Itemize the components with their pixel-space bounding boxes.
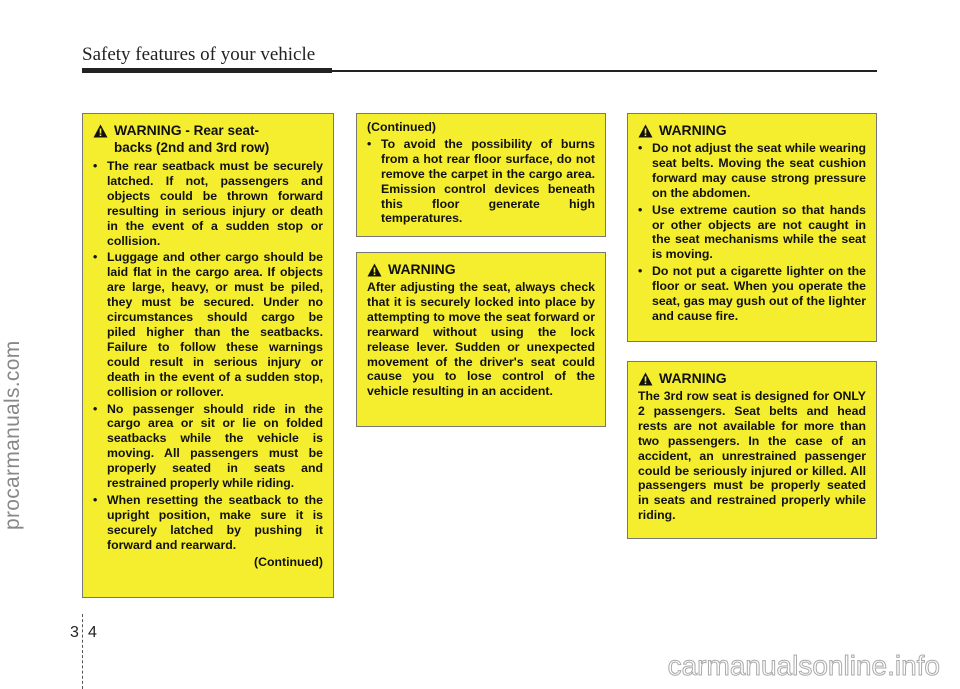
page-header-title: Safety features of your vehicle xyxy=(82,44,316,65)
warning-label: WARNING xyxy=(114,122,182,138)
warning-title xyxy=(93,122,323,156)
warning-box-rear-seatbacks xyxy=(82,113,334,598)
warning-text: After adjusting the seat, always check that it is securely locked into place by attempting to move the seat forward or rearward without using the lock release lever. Sudden or unexpected movement of the driver's seat could cause you to lose control of the vehicle resulting in an accident. xyxy=(367,280,595,399)
chapter-number: 3 xyxy=(70,624,79,641)
list-item: • To avoid the possibility of burns from a hot rear floor surface, do not remove the carpet in the cargo area. Emission control devices beneath this floor generate high temperatures. xyxy=(367,137,595,226)
header-rule-thin xyxy=(332,70,877,72)
warning-subtitle-line2: backs (2nd and 3rd row) xyxy=(114,140,270,155)
warning-box-seat-adjust xyxy=(627,113,877,342)
warning-title xyxy=(367,261,595,277)
warning-label: WARNING xyxy=(388,261,456,277)
warning-triangle-icon xyxy=(367,263,382,277)
continued-label: (Continued) xyxy=(367,120,436,134)
warning-text: The 3rd row seat is designed for ONLY 2 passengers. Seat belts and head rests are not available for more than two passengers. In the case of an accident, an unrestrained passenger could be seriously injured or killed. All passengers must be properly seated in seats and restrained properly while riding. xyxy=(638,389,866,523)
warning-box-third-row xyxy=(627,361,877,539)
warning-box-seat-lock xyxy=(356,252,606,427)
list-item: • When resetting the seatback to the upright position, make sure it is securely latched by pushing it forward and rearward. xyxy=(93,493,323,553)
warning-triangle-icon xyxy=(638,124,653,138)
continued-label: (Continued) xyxy=(254,554,323,569)
page-number: 4 xyxy=(88,624,97,641)
warning-label: WARNING xyxy=(659,370,727,386)
list-item: • Luggage and other cargo should be laid flat in the cargo area. If objects are large, heavy, or must be piled, they must be secured. Under no circumstances should cargo be piled higher than the seatbacks. Failure to follow these warnings could result in serious injury or death in the event of a sudden stop, collision or rollover. xyxy=(93,250,323,399)
warning-box-continued-burns xyxy=(356,113,606,237)
warning-subtitle-line1: - Rear seat- xyxy=(181,123,259,138)
watermark-bottom: carmanualsonline.info xyxy=(667,650,940,681)
watermark-left: procarmanuals.com xyxy=(1,340,24,530)
warning-label: WARNING xyxy=(659,122,727,138)
list-item: • Do not put a cigarette lighter on the floor or seat. When you operate the seat, gas may gush out of the lighter and cause fire. xyxy=(638,264,866,324)
list-item: • Do not adjust the seat while wearing seat belts. Moving the seat cushion forward may cause strong pressure on the abdomen. xyxy=(638,141,866,201)
warning-triangle-icon xyxy=(93,124,108,138)
warning-title xyxy=(638,122,866,138)
warning-triangle-icon xyxy=(638,372,653,386)
header-rule-thick xyxy=(82,68,332,73)
list-item: • The rear seatback must be securely latched. If not, passengers and objects could be thrown forward resulting in serious injury or death in the event of a sudden stop or collision. xyxy=(93,159,323,248)
list-item: • No passenger should ride in the cargo area or sit or lie on folded seatbacks while the vehicle is moving. All passengers must be properly seated in seats and restrained properly while riding. xyxy=(93,402,323,491)
page-divider xyxy=(82,614,84,689)
list-item: • Use extreme caution so that hands or other objects are not caught in the seat mechanisms while the seat is moving. xyxy=(638,203,866,263)
warning-title xyxy=(638,370,866,386)
